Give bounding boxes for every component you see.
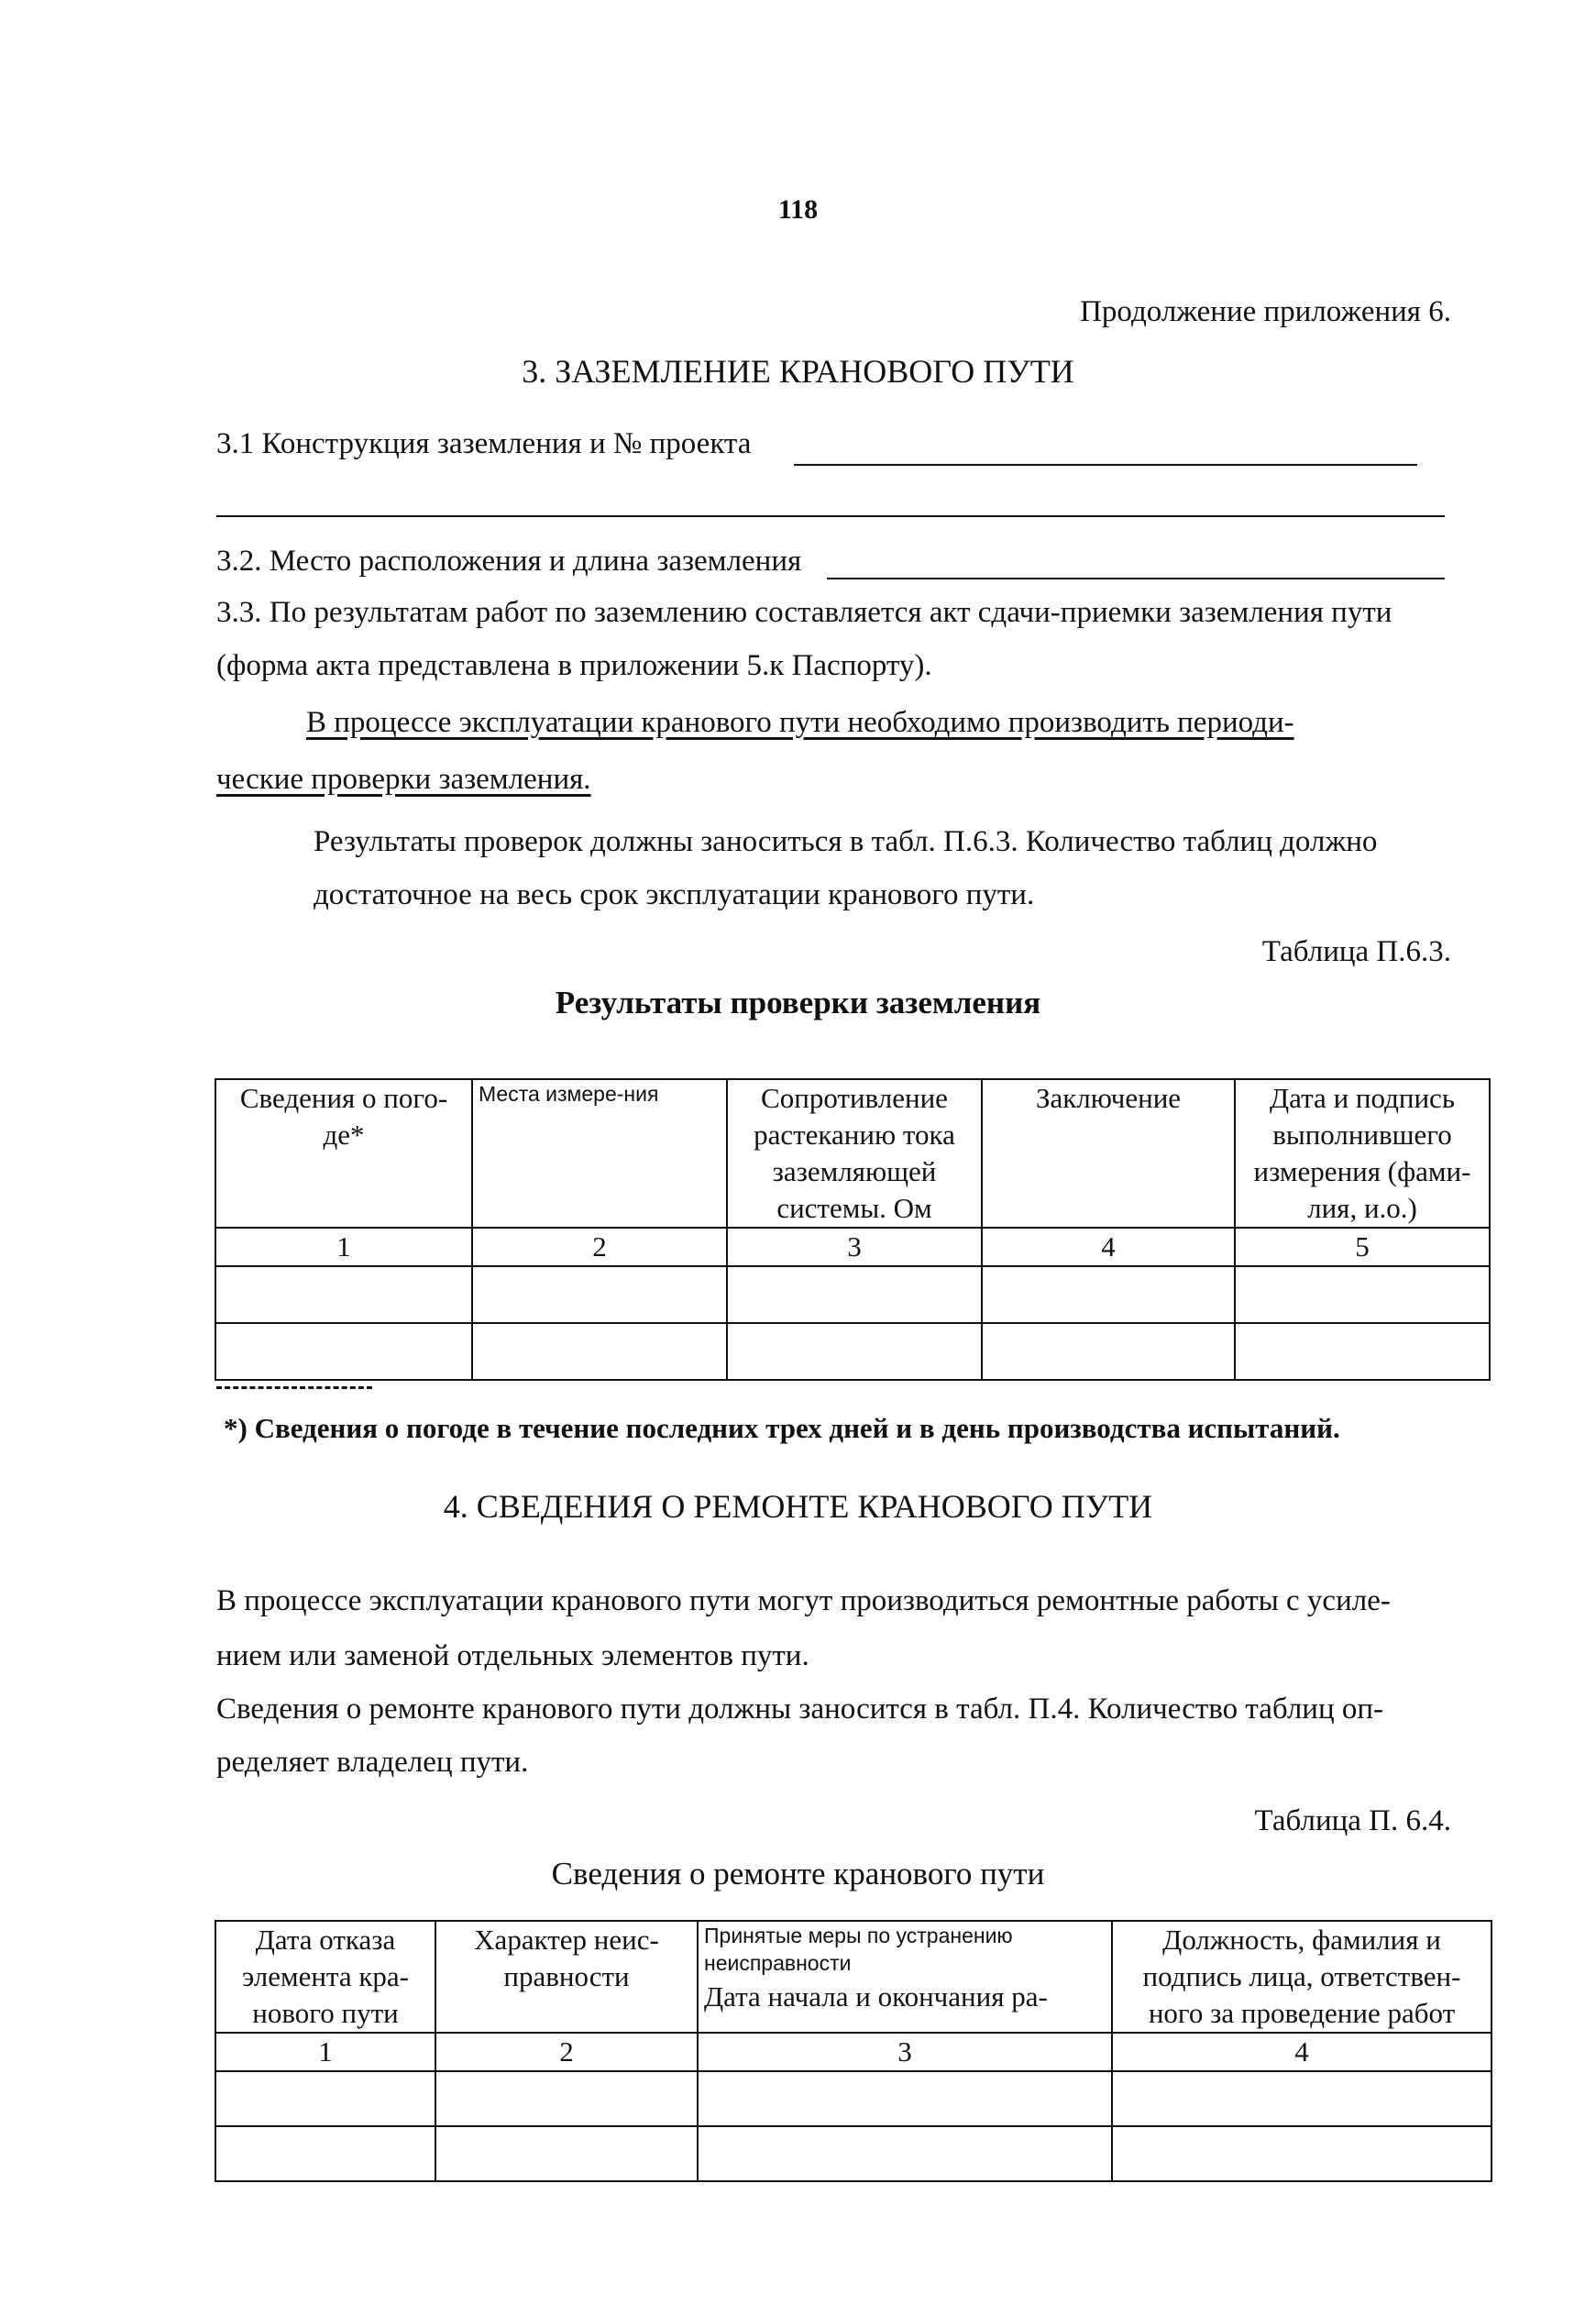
note-line-2: ческие проверки заземления. (216, 763, 591, 796)
section-4-para-2-line-1: Сведения о ремонте кранового пути должны заносится в табл. П.4. Количество таблиц оп- (216, 1693, 1384, 1726)
table-63-header-resistance: Сопротивление растеканию тока заземляющей системы. Ом (727, 1079, 982, 1228)
table-64-col-number: 2 (435, 2033, 698, 2071)
section-4-para-1-line-2: нием или заменой отдельных элементов пути. (216, 1639, 809, 1672)
table-cell (215, 2126, 435, 2181)
table-cell (435, 2071, 698, 2126)
table-63-title: Результаты проверки заземления (555, 985, 1041, 1020)
table-row (215, 2126, 1491, 2181)
table-row (215, 2071, 1491, 2126)
results-line-1: Результаты проверок должны заноситься в табл. П.6.3. Количество таблиц должно (314, 825, 1378, 858)
fill-line-3-1 (794, 464, 1417, 466)
results-line-2: достаточное на весь срок эксплуатации кранового пути. (314, 878, 1035, 911)
table-cell (215, 2071, 435, 2126)
table-64-header-measures (698, 1921, 1112, 2033)
item-3-1: 3.1 Конструкция заземления и № проекта (216, 427, 752, 460)
table-64-col-number: 1 (215, 2033, 435, 2071)
table-cell (1112, 2071, 1491, 2126)
table-63-number-row (215, 1228, 1490, 1266)
item-3-3-line-1: 3.3. По результатам работ по заземлению составляется акт сдачи-приемки заземления пути (216, 596, 1392, 629)
table-63-col-number: 5 (1235, 1228, 1490, 1266)
item-3-2: 3.2. Место расположения и длина заземления (216, 545, 802, 578)
item-3-3-line-2: (форма акта представлена в приложении 5.к Паспорту). (216, 649, 932, 682)
table-cell (982, 1323, 1235, 1380)
note-line-1: В процессе эксплуатации кранового пути необходимо производить периоди- (306, 706, 1294, 739)
continuation-note: Продолжение приложения 6. (1080, 295, 1451, 328)
table-63-col-number: 2 (472, 1228, 727, 1266)
table-63-header-locations: Места измере-ния (472, 1079, 727, 1228)
table-63-header-date-signature: Дата и подпись выполнившего измерения (фами-лия, и.о.) (1235, 1079, 1490, 1228)
table-cell (1112, 2126, 1491, 2181)
table-cell (472, 1323, 727, 1380)
footnote-separator (216, 1386, 372, 1389)
table-cell (982, 1266, 1235, 1323)
table-64-header-row (215, 1921, 1491, 2033)
table-63-col-number: 4 (982, 1228, 1235, 1266)
table-63-caption: Таблица П.6.3. (1261, 935, 1451, 968)
table-cell (215, 1266, 472, 1323)
table-63 (215, 1078, 1491, 1381)
table-64-header-measures-dates: Дата начала и окончания ра- (704, 1980, 1048, 2013)
table-cell (727, 1266, 982, 1323)
table-63-col-number: 1 (215, 1228, 472, 1266)
table-63-col-number: 3 (727, 1228, 982, 1266)
table-cell (215, 1323, 472, 1380)
section-4-title: 4. СВЕДЕНИЯ О РЕМОНТЕ КРАНОВОГО ПУТИ (443, 1488, 1153, 1525)
table-64-header-measures-label: Принятые меры по устранению неисправности (704, 1924, 1013, 1975)
table-cell (1235, 1323, 1490, 1380)
table-64-title: Сведения о ремонте кранового пути (551, 1856, 1045, 1891)
table-63-header-conclusion: Заключение (982, 1079, 1235, 1228)
table-cell (1235, 1266, 1490, 1323)
table-64-col-number: 3 (698, 2033, 1112, 2071)
table-63-header-row (215, 1079, 1490, 1228)
table-64-header-fault-type: Характер неис-правности (435, 1921, 698, 2033)
table-row (215, 1323, 1490, 1380)
section-4-para-2-line-2: ределяет владелец пути. (216, 1746, 529, 1779)
table-cell (698, 2071, 1112, 2126)
table-cell (435, 2126, 698, 2181)
table-cell (472, 1266, 727, 1323)
table-64 (215, 1920, 1492, 2182)
table-cell (727, 1323, 982, 1380)
table-cell (698, 2126, 1112, 2181)
table-64-col-number: 4 (1112, 2033, 1491, 2071)
table-64-header-failure-date: Дата отказа элемента кра-нового пути (215, 1921, 435, 2033)
section-4-para-1-line-1: В процессе эксплуатации кранового пути могут производиться ремонтные работы с усиле- (216, 1584, 1391, 1617)
fill-line-3-1-extra (216, 515, 1445, 517)
table-row (215, 1266, 1490, 1323)
table-64-caption: Таблица П. 6.4. (1254, 1804, 1451, 1837)
fill-line-3-2 (827, 578, 1445, 579)
page-number: 118 (777, 194, 819, 225)
table-64-number-row (215, 2033, 1491, 2071)
table-63-footnote: *) Сведения о погоде в течение последних трех дней и в день производства испытаний. (224, 1412, 1340, 1444)
table-63-header-weather: Сведения о пого-де* (215, 1079, 472, 1228)
section-3-title: 3. ЗАЗЕМЛЕНИЕ КРАНОВОГО ПУТИ (522, 353, 1074, 390)
table-64-header-responsible: Должность, фамилия и подпись лица, ответствен-ного за проведение работ (1112, 1921, 1491, 2033)
